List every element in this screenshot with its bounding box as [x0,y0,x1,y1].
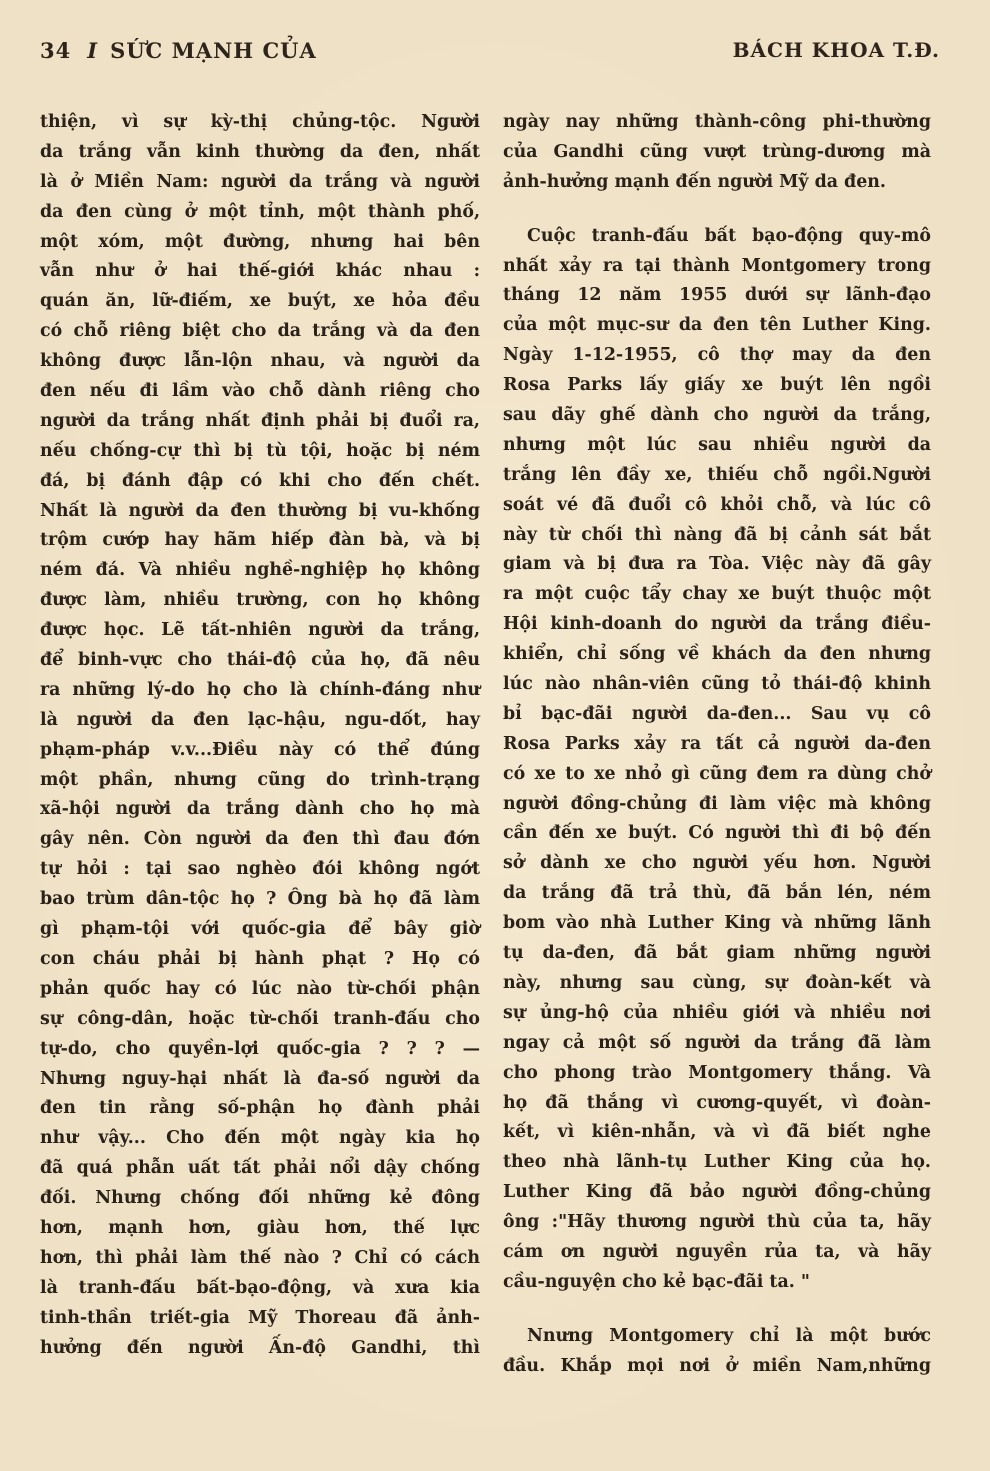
magazine-title: BÁCH KHOA T.Đ. [732,38,940,62]
text-line: nhất xảy ra tại thành Montgomery trong [503,255,931,276]
text-line: Rosa Parks lấy giấy xe buýt lên ngồi [503,375,931,396]
right-paragraph-1 [503,108,931,198]
text-line: phản quốc hay có lúc nào từ-chối phận [40,978,480,999]
text-line: cầu-nguyện cho kẻ bạc-đãi ta. " [503,1271,810,1292]
text-line: cám ơn người nguyền rủa ta, và hãy [503,1241,931,1262]
text-line: là người da đen lạc-hậu, ngu-dốt, hay [40,709,480,730]
text-line: gì phạm-tội với quốc-gia để bây giờ [40,919,480,940]
paragraph-gap [503,1298,931,1322]
text-line: da trắng vẫn kinh thường da đen, nhất [40,141,480,162]
text-line: có chỗ riêng biệt cho da trắng và da đen [40,321,480,342]
left-column [40,108,480,1363]
text-line: này, nhưng sau cùng, sự đoàn-kết và [503,972,931,993]
text-line: Nhất là người da đen thường bị vu-khống [40,500,480,521]
text-line: hơn, mạnh hơn, giàu hơn, thế lực [40,1217,480,1238]
right-paragraph-3 [503,1322,931,1382]
text-line: phạm-pháp v.v...Điều này có thể đúng [40,739,480,760]
right-paragraph-2 [503,222,931,1298]
text-line: đen tin rằng số-phận họ đành phải [40,1098,480,1119]
text-line: thiện, vì sự kỳ-thị chủng-tộc. Người [40,112,480,132]
text-line: một phần, nhưng cũng do trình-trạng [40,769,480,790]
text-line: Nhưng nguy-hại nhất là đa-số người da [40,1068,480,1089]
text-line: đã quá phẫn uất tất phải nổi dậy chống [40,1158,480,1179]
text-line: để binh-vực cho thái-độ của họ, đã nêu [40,650,480,671]
text-line: bom vào nhà Luther King và những lãnh [503,913,931,934]
text-line: của Gandhi cũng vượt trùng-dương mà [503,141,931,162]
text-line: ra những lý-do họ cho là chính-đáng như [40,679,480,700]
text-line: ông :"Hãy thương người thù của ta, hãy [503,1212,931,1233]
header-left [40,38,317,63]
text-line: được học. Lẽ tất-nhiên người da trắng, [40,620,480,641]
page-header [40,38,940,68]
text-line: người da trắng nhất định phải bị đuổi ra, [40,410,480,431]
text-line: xã-hội người da trắng dành cho họ mà [40,799,480,820]
text-line: Rosa Parks xảy ra tất cả người da-đen [503,733,931,754]
text-line: sau dãy ghế dành cho người da trắng, [503,405,931,426]
text-line: Luther King đã bảo người đồng-chủng [503,1182,931,1203]
text-line: tự-do, cho quyền-lợi quốc-gia ? ? ? — [40,1038,480,1059]
text-line: quán ăn, lữ-điếm, xe buýt, xe hỏa đều [40,291,480,312]
text-line: vẫn như ở hai thế-giới khác nhau : [40,261,480,282]
text-line: người đồng-chủng đi làm việc mà không [503,793,931,814]
text-line: một xóm, một đường, nhưng hai bên [40,231,480,252]
text-line: sở dành xe cho người yếu hơn. Người [503,853,931,874]
text-line: bỉ bạc-đãi người da-đen... Sau vụ cô [503,703,931,724]
text-line: Hội kinh-doanh do người da trắng điều- [503,614,931,635]
text-line: đá, bị đánh đập có khi cho đến chết. [40,470,480,491]
text-line: của một mục-sư da đen tên Luther King. [503,315,931,336]
right-column [503,108,931,1382]
text-line: ngày nay những thành-công phi-thường [503,112,931,132]
text-line: cần đến xe buýt. Có người thì đi bộ đến [503,823,931,844]
text-line: kết, vì kiên-nhẫn, và vì đã biết nghe [503,1122,931,1143]
text-line: da trắng đã trả thù, đã bắn lén, ném [503,883,931,904]
text-line: nếu chống-cự thì bị tù tội, hoặc bị ném [40,440,480,461]
text-line: như vậy... Cho đến một ngày kia họ [40,1128,480,1149]
text-line: hưởng đến người Ấn-độ Gandhi, thì [40,1337,480,1358]
text-line: ra một cuộc tẩy chay xe buýt thuộc một [503,584,931,605]
text-line: được làm, nhiều trường, con họ không [40,590,480,611]
text-line: sự ủng-hộ của nhiều giới và nhiều nơi [503,1002,931,1023]
text-line: là ở Miền Nam: người da trắng và người [40,171,480,192]
text-line: tinh-thần triết-gia Mỹ Thoreau đã ảnh- [40,1307,480,1328]
text-line: không được lẫn-lộn nhau, và người da [40,351,480,372]
text-line: gây nên. Còn người da đen thì đau đớn [40,829,480,850]
text-line: Nnưng Montgomery chỉ là một bước [527,1325,931,1346]
text-line: cho phong trào Montgomery thắng. Và [503,1062,931,1083]
text-line: nhưng một lúc sau nhiều người da [503,434,931,455]
text-line: họ đã thắng vì cương-quyết, vì đoàn- [503,1092,931,1113]
text-line: bao trùm dân-tộc họ ? Ông bà họ đã làm [40,889,480,910]
text-line: con cháu phải bị hành phạt ? Họ có [40,948,480,969]
text-line: giam và bị đưa ra Tòa. Việc này đã gây [503,554,931,575]
text-line: Cuộc tranh-đấu bất bạo-động quy-mô [527,225,931,246]
text-line: da đen cùng ở một tỉnh, một thành phố, [40,201,480,222]
text-line: khiển, chỉ sống về khách da đen nhưng [503,644,931,665]
text-line: này từ chối thì nàng đã bị cảnh sát bắt [503,524,931,545]
text-line: đối. Nhưng chống đối những kẻ đông [40,1188,480,1209]
header-separator: I [87,38,99,63]
text-line: có xe to xe nhỏ gì cũng đem ra dùng chở [503,763,931,784]
running-title: SỨC MẠNH CỦA [110,38,317,63]
text-line: tự hỏi : tại sao nghèo đói không ngớt [40,859,480,880]
text-line: ảnh-hưởng mạnh đến người Mỹ da đen. [503,171,886,192]
text-line: tụ da-đen, đã bắt giam những người [503,943,931,964]
text-line: trộm cướp hay hãm hiếp đàn bà, và bị [40,530,480,551]
text-line: đen nếu đi lầm vào chỗ dành riêng cho [40,381,480,402]
text-line: ngay cả một số người da trắng đã làm [503,1032,931,1053]
text-line: lúc nào nhân-viên cũng tỏ thái-độ khinh [503,674,931,695]
text-line: Ngày 1-12-1955, cô thợ may da đen [503,345,931,366]
text-line: hơn, thì phải làm thế nào ? Chỉ có cách [40,1247,480,1268]
text-line: ném đá. Và nhiều nghề-nghiệp họ không [40,560,480,581]
text-line: trắng lên đầy xe, thiếu chỗ ngồi.Người [503,464,931,485]
text-line: tháng 12 năm 1955 dưới sự lãnh-đạo [503,285,931,306]
text-line: theo nhà lãnh-tụ Luther King của họ. [503,1152,931,1173]
paragraph-gap [503,198,931,222]
text-line: là tranh-đấu bất-bạo-động, và xưa kia [40,1277,480,1298]
text-line: đầu. Khắp mọi nơi ở miền Nam,những [503,1355,931,1376]
text-line: sự công-dân, hoặc từ-chối tranh-đấu cho [40,1008,480,1029]
page-number: 34 [40,38,72,63]
text-line: soát vé đã đuổi cô khỏi chỗ, và lúc cô [503,494,931,515]
